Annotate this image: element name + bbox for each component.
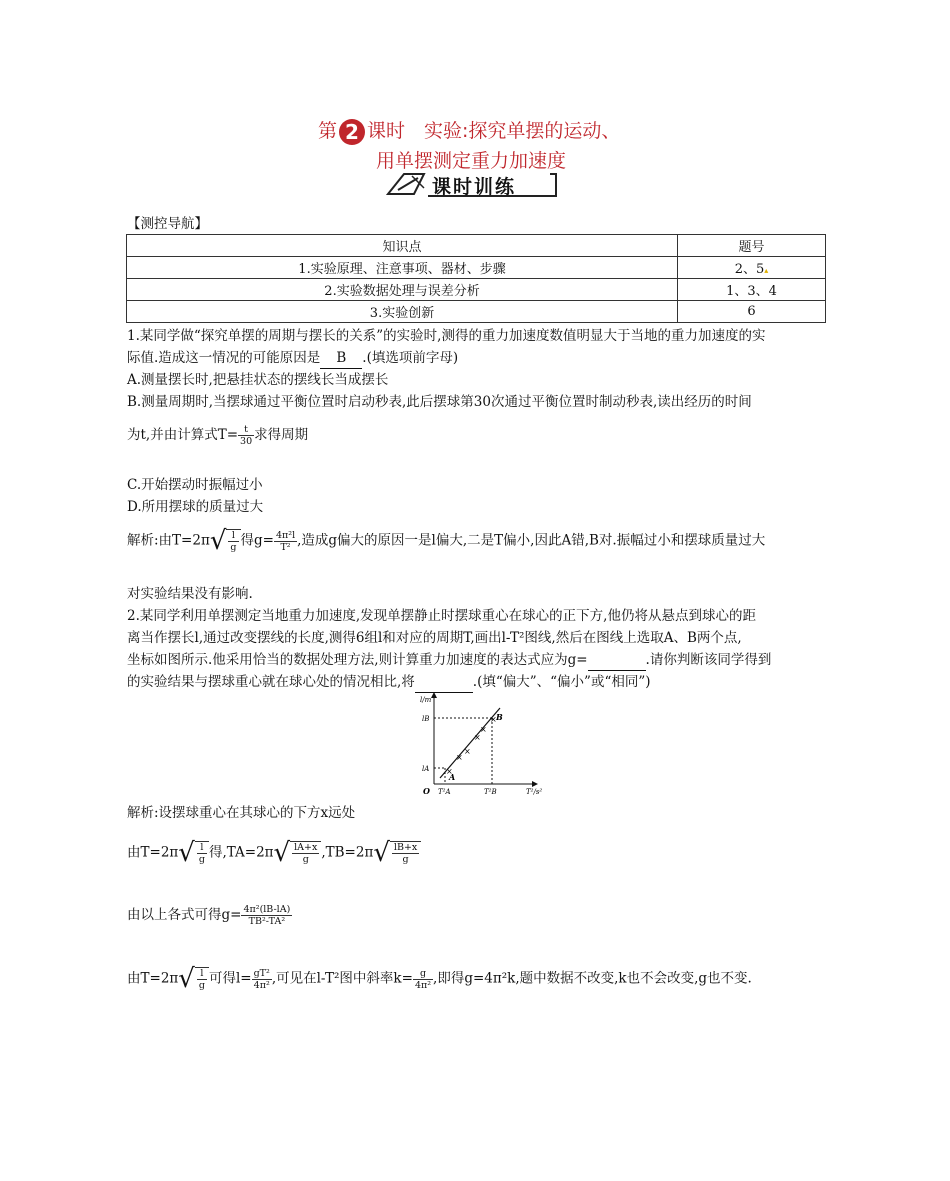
origin-label: O [423, 786, 430, 796]
fraction-k: $\frac{g}{\text{4π²}}$ [414, 967, 432, 991]
q2-line3-tail: .请你判断该同学得到 [645, 652, 772, 668]
q2-solution-line4 [127, 966, 752, 992]
title-prefix: 第 [318, 120, 338, 142]
data-point: × [446, 767, 453, 776]
col-header-topic: 知识点 [127, 235, 678, 257]
data-point: × [480, 725, 487, 734]
q2-s4-text2: 可得l= [208, 970, 252, 987]
nums-cell: 6 [678, 301, 826, 323]
l-t2-graph [420, 690, 543, 800]
topic-cell: 2.实验数据处理与误差分析 [127, 279, 678, 301]
q1-option-d: D.所用摆球的质量过大 [127, 499, 264, 515]
data-point: × [456, 753, 463, 762]
data-point: × [464, 747, 471, 756]
q2-solution-line2 [127, 840, 421, 866]
q1-option-b-tail: 求得周期 [254, 427, 309, 443]
q2-s4-text4: ,即得g=4π²k,题中数据不改变,k也不会改变,g也不变. [433, 970, 752, 987]
topic-cell: 3.实验创新 [127, 301, 678, 323]
point-a-label: A [449, 772, 456, 782]
q2-line1: 2.某同学利用单摆测定当地重力加速度,发现单摆静止时摆球重心在球心的正下方,他仍将从悬点到球心的距 [127, 608, 756, 624]
q1-option-b-text: 为t,并由计算式T= [127, 427, 239, 443]
q2-line4 [127, 672, 651, 693]
la-label: lA [422, 765, 430, 773]
q1-line2-text: 际值.造成这一情况的可能原因是 [127, 350, 321, 366]
lesson-banner [384, 170, 560, 200]
q1-analysis-text2: 得g= [240, 532, 274, 549]
q1-line2 [127, 348, 458, 369]
q2-solution-line1: 解析:设摆球重心在其球心的下方x远处 [127, 805, 356, 821]
q2-line3-text: 坐标如图所示.他采用恰当的数据处理方法,则计算重力加速度的表达式应为g= [127, 652, 588, 668]
q1-option-a: A.测量摆长时,把悬挂状态的摆线长当成摆长 [127, 372, 389, 388]
nums-cell: 2、5▴ [678, 257, 826, 279]
q1-analysis-text3: ,造成g偏大的原因一是l偏大,二是T偏小,因此A错,B对.振幅过小和摆球质量过大 [297, 532, 766, 549]
q1-analysis-text: 解析:由T=2π [127, 532, 210, 549]
q2-s2-text: 由T=2π [127, 844, 179, 861]
q2-s3-text: 由以上各式可得g= [127, 907, 242, 923]
col-header-nums: 题号 [678, 235, 826, 257]
table-row [127, 257, 826, 279]
nav-table [126, 234, 826, 323]
fraction-l: $\frac{\text{gT²}}{\text{4π²}}$ [253, 967, 270, 991]
table-row [127, 279, 826, 301]
nav-heading: 【测控导航】 [127, 216, 208, 232]
q2-s2-text3: ,TB=2π [321, 844, 374, 861]
q1-option-b-cont [127, 424, 308, 447]
q2-line2: 离当作摆长l,通过改变摆线的长度,测得6组l和对应的周期T,画出l-T²图线,然后在图线上选取A、B两个点, [127, 630, 742, 646]
y-axis-label: l/m [420, 696, 432, 704]
q1-line2-tail: .(填选项前字母) [362, 350, 459, 366]
topic-cell: 1.实验原理、注意事项、器材、步骤 [127, 257, 678, 279]
q2-line4-text: 的实验结果与摆球重心就在球心处的情况相比,将 [127, 674, 415, 690]
nums-cell: 1、3、4 [678, 279, 826, 301]
table-header-row [127, 235, 826, 257]
fraction-t-over-30: $\frac{t}{30}$ [240, 424, 253, 447]
q2-line4-tail: .(填“偏大”、“偏小”或“相同”) [472, 674, 651, 690]
q1-answer-blank: B [320, 348, 362, 369]
q1-option-b: B.测量周期时,当摆球通过平衡位置时启动秒表,此后摆球第30次通过平衡位置时制动秒表,读出经历的时间 [127, 394, 752, 410]
sqrt-la-plus-x: √ $\frac{lA+x}{g}$ [274, 840, 322, 866]
q2-s2-text2: 得,TA=2π [208, 844, 274, 861]
q2-s4-text: 由T=2π [127, 970, 179, 987]
q1-line1: 1.某同学做“探究单摆的周期与摆长的关系”的实验时,测得的重力加速度数值明显大于当地的重力加速度的实 [127, 328, 766, 344]
lesson-number-badge: 2 [339, 119, 365, 145]
sqrt-l-over-g: √ $\frac{l}{g}$ [178, 840, 209, 866]
nums-text: 2、5 [734, 262, 765, 277]
q2-line3 [127, 650, 771, 671]
fraction-g: $\frac{\text{4π²l}}{\text{T²}}$ [275, 529, 296, 553]
q2-blank-g [588, 650, 646, 671]
banner-text: 课时训练 [432, 176, 517, 198]
q1-analysis-end: 对实验结果没有影响. [127, 586, 253, 602]
q2-s4-text3: ,可见在l-T²图中斜率k= [271, 970, 413, 987]
sqrt-lb-plus-x: √ $\frac{lB+x}{g}$ [373, 840, 421, 866]
ta-label: T²A [438, 788, 451, 796]
q1-analysis [127, 528, 765, 554]
table-row [127, 301, 826, 323]
tb-label: T²B [484, 788, 497, 796]
q1-option-c: C.开始摆动时振幅过小 [127, 477, 263, 493]
fraction-g-result: $\frac{\text{4π²(lB-lA)}}{\text{TB²-TA²}}$ [243, 904, 291, 927]
q2-solution-line3 [127, 904, 292, 927]
point-b-label: B [496, 712, 503, 722]
page-title [318, 116, 620, 145]
sqrt-l-over-g: √ $\frac{l}{g}$ [210, 528, 241, 554]
lb-label: lB [422, 715, 430, 723]
sqrt-l-over-g: √ $\frac{l}{g}$ [178, 966, 209, 992]
data-point: × [490, 715, 497, 724]
title-line1: 课时 实验:探究单摆的运动、 [367, 120, 621, 142]
x-axis-label: T²/s² [526, 788, 543, 796]
data-point: × [474, 733, 481, 742]
title-line2: 用单摆测定重力加速度 [376, 150, 567, 172]
